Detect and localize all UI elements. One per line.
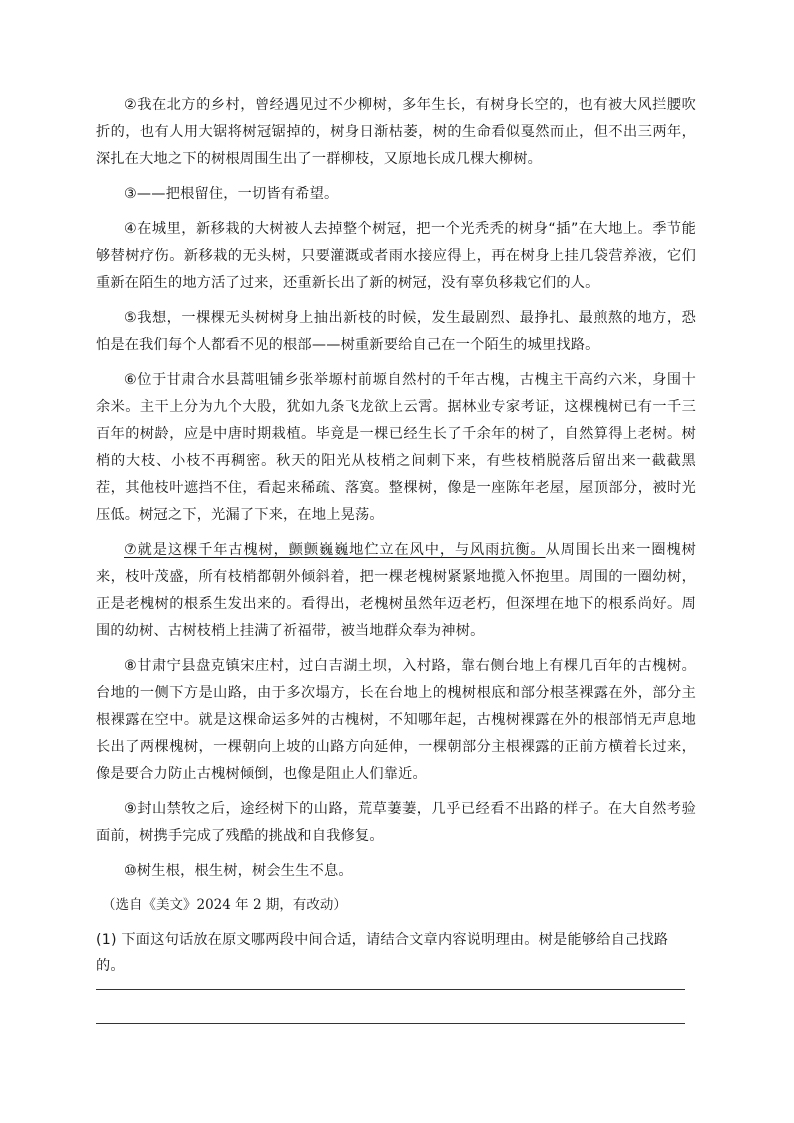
paragraph-10: ⑩树生根，根生树，树会生生不息。 xyxy=(124,863,353,879)
question-number: (1) xyxy=(96,932,117,948)
paragraph-2: ②我在北方的乡村，曾经遇见过不少柳树，多年生长，有树身长空的，也有被大风拦腰吹折的，也有人用大锯将树冠锯掉的，树身日渐枯萎，树的生命看似戛然而止，但不出三两年，深扎在大地之下的树根周围生出了一群柳枝，又原地长成几棵大柳树。 xyxy=(96,97,696,167)
paragraph-5: ⑤我想，一棵棵无头树树身上抽出新枝的时候，发生最剧烈、最挣扎、最煎熬的地方，恐怕是在我们每个人都看不见的根部——树重新要给自己在一个陌生的城里找路。 xyxy=(96,310,696,353)
paragraph-8: ⑧甘肃宁县盘克镇宋庄村，过白吉湖土坝，入村路，靠右侧台地上有棵几百年的古槐树。台地的一侧下方是山路，由于多次塌方，长在台地上的槐树根底和部分根茎裸露在外，部分主根裸露在空中。就是这棵命运多舛的古槐树，不知哪年起，古槐树裸露在外的根部悄无声息地长出了两棵槐树，一棵朝向上坡的山路方向延伸，一棵朝部分主根裸露的正前方横着长过来，像是要合力防止古槐树倾倒，也像是阻止人们靠近。 xyxy=(96,658,696,782)
answer-line-1[interactable] xyxy=(96,989,685,990)
underlined-sentence: ⑦就是这棵千年古槐树，颤颤巍巍地伫立在风中，与风雨抗衡。 xyxy=(124,542,546,558)
paragraph-4: ④在城里，新移栽的大树被人去掉整个树冠，把一个光秃秃的树身“插”在大地上。季节能够替树疗伤。新移栽的无头树，只要灌溉或者雨水接应得上，再在树身上挂几袋营养液，它们重新在陌生的地方活了过来，还重新长出了新的树冠，没有辜负移栽它们的人。 xyxy=(96,221,696,291)
paragraph-3: ③——把根留住，一切皆有希望。 xyxy=(124,186,339,202)
source-citation: （选自《美文》2024 年 2 期，有改动） xyxy=(102,897,347,913)
question-text: 下面这句话放在原文哪两段中间合适，请结合文章内容说明理由。树是能够给自己找路的。 xyxy=(96,932,669,974)
paragraph-9: ⑨封山禁牧之后，途经树下的山路，荒草萋萋，几乎已经看不出路的样子。在大自然考验面前，树携手完成了残酷的挑战和自我修复。 xyxy=(96,801,696,844)
question-1 xyxy=(96,927,696,979)
article-body xyxy=(96,92,696,979)
paragraph-6: ⑥位于甘肃合水县蒿咀铺乡张举塬村前塬自然村的千年古槐，古槐主干高约六米，身围十余米。主干上分为九个大股，犹如九条飞龙欲上云霄。据林业专家考证，这棵槐树已有一千三百年的树龄，应是中唐时期栽植。毕竟是一棵已经生长了千余年的树了，自然算得上老树。树梢的大枝、小枝不再稠密。秋天的阳光从枝梢之间刺下来，有些枝梢脱落后留出来一截截黑茬，其他枝叶遮挡不住，看起来稀疏、落寞。整棵树，像是一座陈年老屋，屋顶部分，被时光压低。树冠之下，光漏了下来，在地上晃荡。 xyxy=(96,372,696,523)
answer-line-2[interactable] xyxy=(96,1023,685,1024)
paragraph-7-rest: 从周围长出来一圈槐树来，枝叶茂盛，所有枝梢都朝外倾斜着，把一棵老槐树紧紧地揽入怀抱里。周围的一圈幼树，正是老槐树的根系生发出来的。看得出，老槐树虽然年迈老朽，但深埋在地下的根系尚好。周围的幼树、古树枝梢上挂满了祈福带，被当地群众奉为神树。 xyxy=(96,542,696,639)
paragraph-7 xyxy=(96,537,696,645)
